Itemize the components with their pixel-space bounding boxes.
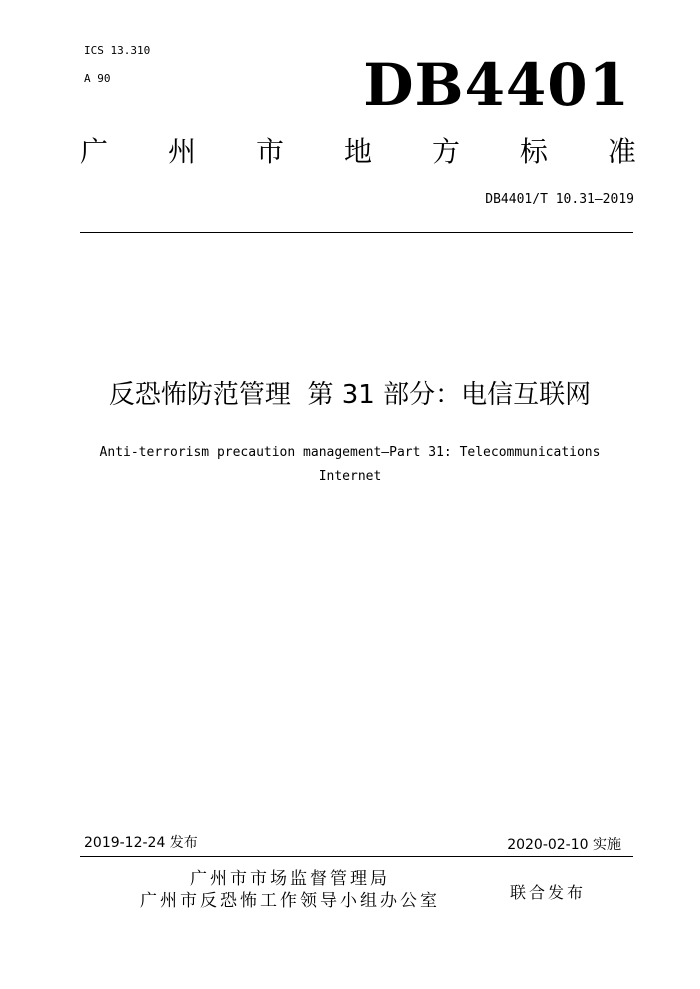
standard-type-char: 方 [431,135,460,168]
standard-type-char: 地 [343,135,372,168]
classification-code: A 90 [84,72,111,85]
issuer-market-regulation: 广州市市场监督管理局 [190,869,390,889]
publish-date: 2019-12-24 发布 [84,835,198,851]
title-chinese: 反恐怖防范管理 第 31 部分：电信互联网 [108,380,592,410]
title-english-line2: Internet [318,469,382,484]
title-english [40,441,660,489]
issuing-organizations [100,868,480,912]
ics-code: ICS 13.310 [84,44,151,57]
title-english-line1: Anti-terrorism precaution management—Part 31: Telecommunications [99,445,601,460]
jointly-issued-label: 联合发布 [510,883,587,902]
standard-number: DB4401/T 10.31—2019 [485,192,634,207]
standard-type-char: 州 [167,135,196,168]
standard-type-char: 准 [607,135,636,168]
standard-type-char: 标 [519,135,548,168]
top-divider [80,232,633,233]
standard-type-char: 广 [80,135,109,168]
bottom-divider [80,856,633,857]
standard-type [80,135,636,168]
standard-type-char: 市 [255,135,284,168]
issuer-anti-terrorism-office: 广州市反恐怖工作领导小组办公室 [140,891,440,911]
effective-date: 2020-02-10 实施 [507,837,621,853]
db-logo: DB4401 [363,51,630,119]
